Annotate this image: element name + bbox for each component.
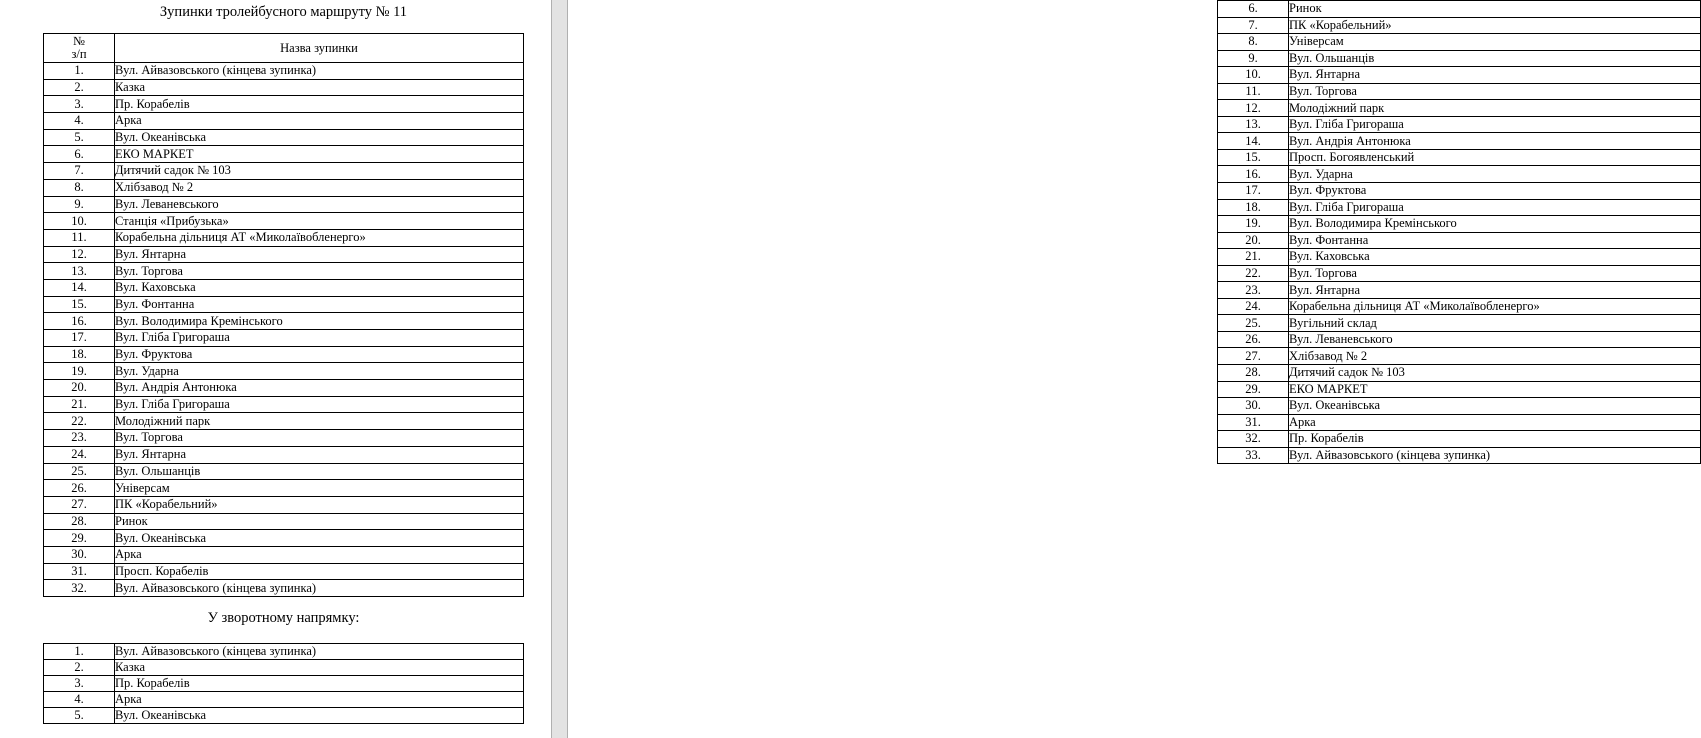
- stop-name: Вул. Каховська: [115, 279, 524, 296]
- table-row: [44, 229, 524, 246]
- stop-number: 11.: [1218, 83, 1289, 100]
- stop-number: 9.: [44, 196, 115, 213]
- page-2: [568, 0, 1540, 738]
- stop-number: 10.: [1218, 67, 1289, 84]
- stop-number: 6.: [1218, 1, 1289, 18]
- stop-name: Молодіжний парк: [115, 413, 524, 430]
- stop-name: Вул. Торгова: [1289, 265, 1701, 282]
- stop-name: Вул. Гліба Григораша: [115, 396, 524, 413]
- table-row: [44, 513, 524, 530]
- stop-name: Вул. Айвазовського (кінцева зупинка): [115, 580, 524, 597]
- stop-name: Вул. Володимира Кремінського: [115, 313, 524, 330]
- table-row: [44, 163, 524, 180]
- table-row: [1218, 83, 1701, 100]
- table-row: [1218, 17, 1701, 34]
- stop-number: 7.: [1218, 17, 1289, 34]
- stop-name: Вул. Фонтанна: [115, 296, 524, 313]
- table-row: [44, 129, 524, 146]
- stop-number: 15.: [1218, 149, 1289, 166]
- stop-name: Пр. Корабелів: [115, 676, 524, 692]
- stop-number: 29.: [1218, 381, 1289, 398]
- stop-number: 26.: [1218, 331, 1289, 348]
- stop-name: Пр. Корабелів: [115, 96, 524, 113]
- table-row: [1218, 1, 1701, 18]
- stop-number: 8.: [44, 179, 115, 196]
- stop-name: Вул. Океанівська: [115, 708, 524, 724]
- table-row: [44, 196, 524, 213]
- stop-number: 27.: [44, 496, 115, 513]
- table-row: [44, 480, 524, 497]
- table-row: [1218, 249, 1701, 266]
- stop-number: 20.: [1218, 232, 1289, 249]
- table-row: [44, 313, 524, 330]
- stop-name: Вул. Ударна: [115, 363, 524, 380]
- table-row: [44, 346, 524, 363]
- stop-number: 16.: [44, 313, 115, 330]
- table-row: [1218, 315, 1701, 332]
- header-num-line2: з/п: [71, 47, 87, 61]
- stop-number: 24.: [44, 446, 115, 463]
- stop-number: 33.: [1218, 447, 1289, 464]
- table-row: [1218, 199, 1701, 216]
- stop-name: Вул. Торгова: [115, 263, 524, 280]
- stop-number: 16.: [1218, 166, 1289, 183]
- table-row: [44, 96, 524, 113]
- stop-name: Хлібзавод № 2: [1289, 348, 1701, 365]
- table-row: [1218, 183, 1701, 200]
- stop-number: 32.: [1218, 431, 1289, 448]
- stop-number: 10.: [44, 213, 115, 230]
- stop-number: 4.: [44, 113, 115, 130]
- stop-name: Арка: [1289, 414, 1701, 431]
- stop-number: 12.: [44, 246, 115, 263]
- stop-name: Вул. Торгова: [115, 430, 524, 447]
- stop-number: 1.: [44, 644, 115, 660]
- table-row: [44, 580, 524, 597]
- stop-number: 11.: [44, 229, 115, 246]
- stop-name: Казка: [115, 79, 524, 96]
- page-1: [0, 0, 551, 738]
- stop-number: 5.: [44, 129, 115, 146]
- stop-number: 23.: [1218, 282, 1289, 299]
- forward-stops-table: [43, 33, 524, 597]
- stop-name: Вул. Янтарна: [1289, 67, 1701, 84]
- stop-number: 21.: [44, 396, 115, 413]
- table-row: [1218, 265, 1701, 282]
- stop-number: 18.: [44, 346, 115, 363]
- table-row: [44, 708, 524, 724]
- table-row: [44, 446, 524, 463]
- table-row: [44, 279, 524, 296]
- table-row: [44, 396, 524, 413]
- stop-number: 15.: [44, 296, 115, 313]
- table-row: [44, 296, 524, 313]
- table-row: [1218, 100, 1701, 117]
- stop-name: Хлібзавод № 2: [115, 179, 524, 196]
- stop-name: ЕКО МАРКЕТ: [1289, 381, 1701, 398]
- table-row: [44, 263, 524, 280]
- stop-name: Станція «Прибузька»: [115, 213, 524, 230]
- stop-number: 14.: [44, 279, 115, 296]
- stop-number: 6.: [44, 146, 115, 163]
- table-row: [44, 246, 524, 263]
- stop-name: Корабельна дільниця АТ «Миколаївобленерго»: [115, 229, 524, 246]
- stop-number: 24.: [1218, 298, 1289, 315]
- stop-name: Просп. Богоявленський: [1289, 149, 1701, 166]
- table-row: [1218, 381, 1701, 398]
- table-row: [44, 463, 524, 480]
- header-num-line1: №: [73, 33, 85, 48]
- table-row: [44, 546, 524, 563]
- stop-name: Вул. Янтарна: [115, 246, 524, 263]
- stop-number: 30.: [44, 546, 115, 563]
- table-row: [1218, 298, 1701, 315]
- stop-name: Вул. Андрія Антонюка: [1289, 133, 1701, 150]
- stop-name: Вул. Володимира Кремінського: [1289, 216, 1701, 233]
- table-row: [44, 363, 524, 380]
- stop-name: Вул. Ольшанців: [115, 463, 524, 480]
- stop-name: Універсам: [1289, 34, 1701, 51]
- stop-number: 26.: [44, 480, 115, 497]
- stop-number: 4.: [44, 692, 115, 708]
- stop-name: Універсам: [115, 480, 524, 497]
- stop-number: 31.: [44, 563, 115, 580]
- reverse-stops-table: [43, 643, 524, 724]
- stop-name: Вул. Айвазовського (кінцева зупинка): [115, 63, 524, 80]
- table-row: [44, 413, 524, 430]
- stop-name: Вул. Океанівська: [115, 129, 524, 146]
- stop-name: Вул. Гліба Григораша: [115, 330, 524, 347]
- table-row: [1218, 348, 1701, 365]
- stop-number: 13.: [1218, 116, 1289, 133]
- table-row: [1218, 282, 1701, 299]
- stop-name: Вул. Гліба Григораша: [1289, 116, 1701, 133]
- table-row: [44, 692, 524, 708]
- header-col-num: [44, 34, 115, 63]
- stop-name: Вул. Леваневського: [1289, 331, 1701, 348]
- header-col-name: Назва зупинки: [115, 34, 524, 63]
- reverse-direction-title: У зворотному напрямку:: [207, 610, 360, 626]
- table-row: [44, 63, 524, 80]
- stop-number: 1.: [44, 63, 115, 80]
- table-row: [1218, 34, 1701, 51]
- stop-name: Вул. Янтарна: [115, 446, 524, 463]
- stop-name: ПК «Корабельний»: [115, 496, 524, 513]
- table-row: [44, 330, 524, 347]
- stop-name: Арка: [115, 692, 524, 708]
- stop-name: Арка: [115, 113, 524, 130]
- table-row: [1218, 133, 1701, 150]
- stop-name: Дитячий садок № 103: [115, 163, 524, 180]
- reverse-stops-table-continued: [1217, 0, 1701, 464]
- stop-number: 19.: [1218, 216, 1289, 233]
- table-row: [44, 213, 524, 230]
- stop-name: Дитячий садок № 103: [1289, 365, 1701, 382]
- stop-name: Казка: [115, 660, 524, 676]
- table-row: [44, 430, 524, 447]
- table-row: [1218, 216, 1701, 233]
- stop-name: Вул. Гліба Григораша: [1289, 199, 1701, 216]
- stop-number: 22.: [1218, 265, 1289, 282]
- table-row: [44, 496, 524, 513]
- route-title: Зупинки тролейбусного маршруту № 11: [159, 4, 408, 20]
- stop-number: 23.: [44, 430, 115, 447]
- stop-name: Просп. Корабелів: [115, 563, 524, 580]
- table-row: [44, 146, 524, 163]
- table-row: [44, 113, 524, 130]
- stop-number: 28.: [1218, 365, 1289, 382]
- table-row: [44, 530, 524, 547]
- table-row: [1218, 447, 1701, 464]
- stop-number: 31.: [1218, 414, 1289, 431]
- stop-number: 30.: [1218, 398, 1289, 415]
- stop-name: Молодіжний парк: [1289, 100, 1701, 117]
- table-row: [44, 79, 524, 96]
- stop-name: Вул. Океанівська: [1289, 398, 1701, 415]
- stop-name: Вул. Торгова: [1289, 83, 1701, 100]
- table-row: [1218, 365, 1701, 382]
- table-row: [1218, 331, 1701, 348]
- stop-name: Вул. Янтарна: [1289, 282, 1701, 299]
- stop-number: 28.: [44, 513, 115, 530]
- table-row: [1218, 398, 1701, 415]
- stop-number: 3.: [44, 676, 115, 692]
- stop-name: ПК «Корабельний»: [1289, 17, 1701, 34]
- stop-name: Вул. Леваневського: [115, 196, 524, 213]
- stop-number: 9.: [1218, 50, 1289, 67]
- page-gap: [551, 0, 568, 738]
- stop-number: 17.: [44, 330, 115, 347]
- stop-number: 2.: [44, 79, 115, 96]
- stop-number: 29.: [44, 530, 115, 547]
- table-row: [44, 179, 524, 196]
- table-row: [1218, 232, 1701, 249]
- stop-name: Вугільний склад: [1289, 315, 1701, 332]
- stop-number: 18.: [1218, 199, 1289, 216]
- table-row: [1218, 67, 1701, 84]
- table-row: [44, 676, 524, 692]
- stop-name: Ринок: [1289, 1, 1701, 18]
- stop-number: 25.: [1218, 315, 1289, 332]
- stop-number: 3.: [44, 96, 115, 113]
- stop-name: Вул. Фонтанна: [1289, 232, 1701, 249]
- stop-name: Вул. Каховська: [1289, 249, 1701, 266]
- stop-number: 14.: [1218, 133, 1289, 150]
- stop-number: 5.: [44, 708, 115, 724]
- stop-number: 17.: [1218, 183, 1289, 200]
- stop-number: 12.: [1218, 100, 1289, 117]
- stop-name: Вул. Айвазовського (кінцева зупинка): [1289, 447, 1701, 464]
- stop-number: 2.: [44, 660, 115, 676]
- stop-name: Ринок: [115, 513, 524, 530]
- stop-name: Вул. Фруктова: [115, 346, 524, 363]
- stop-name: Вул. Ударна: [1289, 166, 1701, 183]
- stop-name: Вул. Андрія Антонюка: [115, 380, 524, 397]
- stop-number: 19.: [44, 363, 115, 380]
- table-row: [1218, 50, 1701, 67]
- table-row: [44, 380, 524, 397]
- stop-number: 20.: [44, 380, 115, 397]
- stop-number: 22.: [44, 413, 115, 430]
- table-row: [1218, 149, 1701, 166]
- stop-number: 13.: [44, 263, 115, 280]
- table-row: [1218, 166, 1701, 183]
- stop-name: Вул. Ольшанців: [1289, 50, 1701, 67]
- stop-name: Арка: [115, 546, 524, 563]
- stop-name: Вул. Айвазовського (кінцева зупинка): [115, 644, 524, 660]
- table-row: [44, 644, 524, 660]
- table-row: [1218, 431, 1701, 448]
- stop-name: Вул. Океанівська: [115, 530, 524, 547]
- stop-number: 21.: [1218, 249, 1289, 266]
- table-row: [1218, 414, 1701, 431]
- table-row: [44, 660, 524, 676]
- stop-number: 25.: [44, 463, 115, 480]
- stop-name: Вул. Фруктова: [1289, 183, 1701, 200]
- stop-number: 7.: [44, 163, 115, 180]
- stop-number: 8.: [1218, 34, 1289, 51]
- table-row: [1218, 116, 1701, 133]
- table-row: [44, 563, 524, 580]
- stop-name: ЕКО МАРКЕТ: [115, 146, 524, 163]
- table-header-row: [44, 34, 524, 63]
- stop-name: Корабельна дільниця АТ «Миколаївобленерго»: [1289, 298, 1701, 315]
- stop-name: Пр. Корабелів: [1289, 431, 1701, 448]
- stop-number: 27.: [1218, 348, 1289, 365]
- stop-number: 32.: [44, 580, 115, 597]
